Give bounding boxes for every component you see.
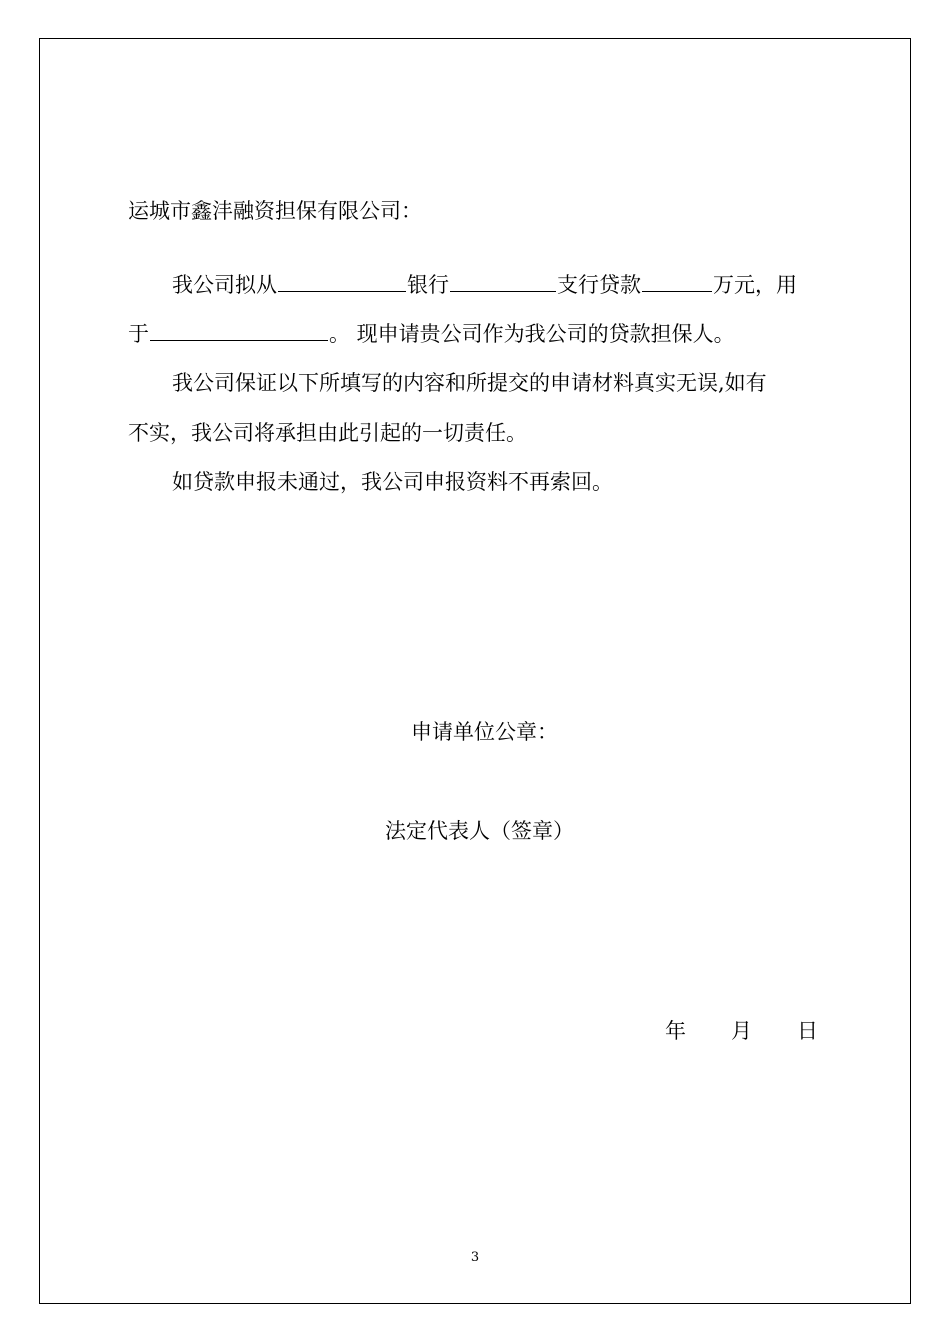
para1-text-1: 我公司拟从: [172, 273, 277, 297]
paragraph-1-line-2: [128, 318, 735, 349]
seal-label: 申请单位公章：: [411, 720, 558, 744]
para1-text-2: 银行: [407, 273, 449, 297]
para1-text-3: 支行贷款: [557, 273, 641, 297]
paragraph-3: 如贷款申报未通过，我公司申报资料不再索回。: [172, 470, 613, 494]
loan-purpose-blank[interactable]: [150, 318, 328, 341]
para1-text-6: 。 现申请贵公司作为我公司的贷款担保人。: [329, 322, 735, 346]
para1-text-4: 万元，用: [713, 273, 797, 297]
page-number: 3: [470, 1250, 480, 1265]
date-month: 月: [731, 1019, 752, 1043]
representative-label: 法定代表人（签章）: [385, 819, 574, 843]
date-day: 日: [797, 1019, 818, 1043]
paragraph-2-line-1: 我公司保证以下所填写的内容和所提交的申请材料真实无误,如有: [172, 371, 767, 395]
branch-name-blank[interactable]: [450, 269, 556, 292]
bank-name-blank[interactable]: [278, 269, 406, 292]
paragraph-2-line-2: 不实，我公司将承担由此引起的一切责任。: [128, 421, 527, 445]
addressee: 运城市鑫沣融资担保有限公司：: [128, 199, 422, 223]
date-year: 年: [665, 1019, 686, 1043]
page-frame: [39, 38, 911, 1304]
para1-text-5: 于: [128, 322, 149, 346]
date-line: [665, 1016, 818, 1046]
paragraph-1-line-1: [172, 269, 797, 300]
loan-amount-blank[interactable]: [642, 269, 712, 292]
